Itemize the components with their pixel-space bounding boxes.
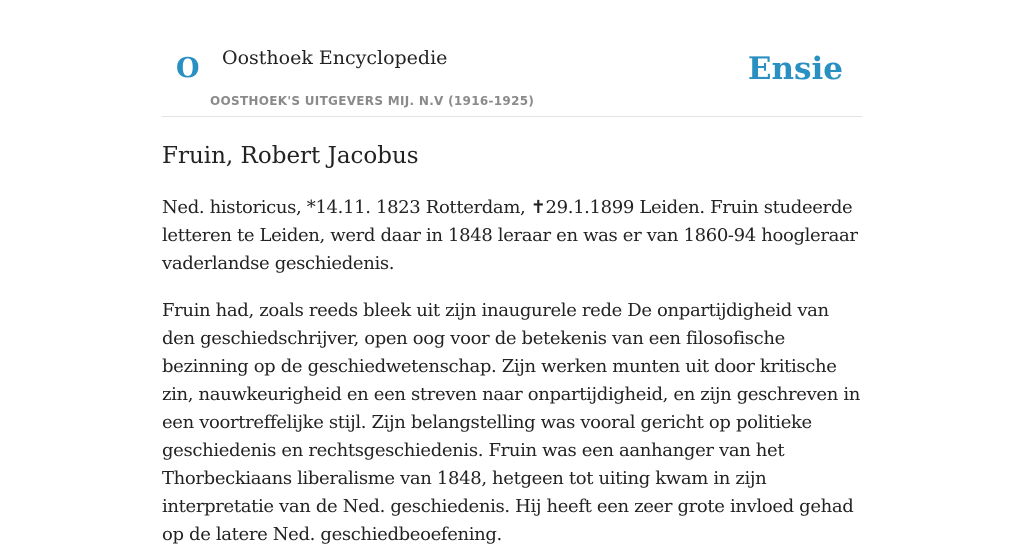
page-container bbox=[162, 0, 862, 549]
article-title: Fruin, Robert Jacobus bbox=[162, 143, 419, 169]
article-paragraph-1: Ned. historicus, *14.11. 1823 Rotterdam, ✝29.1.1899 Leiden. Fruin studeerde letteren te Leiden, werd daar in 1848 leraar en was er van 1860-94 hoogleraar vaderlandse geschiedenis. bbox=[162, 197, 858, 274]
ensie-logo-link[interactable]: Ensie bbox=[747, 51, 843, 87]
publisher-label: OOSTHOEK'S UITGEVERS MIJ. N.V (1916-1925) bbox=[210, 94, 535, 108]
article-paragraph-2: Fruin had, zoals reeds bleek uit zijn inaugurele rede De onpartijdigheid van den geschiedschrijver, open oog voor de betekenis van een filosofische bezinning op de geschiedwetenschap. Zijn werken munten uit door kritische zin, nauwkeurigheid en een streven naar onpartijdigheid, en zijn geschreven in een voortreffelijke stijl. Zijn belangstelling was vooral gericht op politieke geschiedenis en rechtsgeschiedenis. Fruin was een aanhanger van het Thorbeckiaans liberalisme van 1848, hetgeen tot uiting kwam in zijn interpretatie van de Ned. geschiedenis. Hij heeft een zeer grote invloed gehad op de latere Ned. geschiedbeoefening. bbox=[162, 300, 860, 545]
book-title[interactable]: Oosthoek Encyclopedie bbox=[222, 47, 448, 69]
page-header bbox=[162, 0, 862, 117]
book-initial: O bbox=[176, 53, 200, 84]
